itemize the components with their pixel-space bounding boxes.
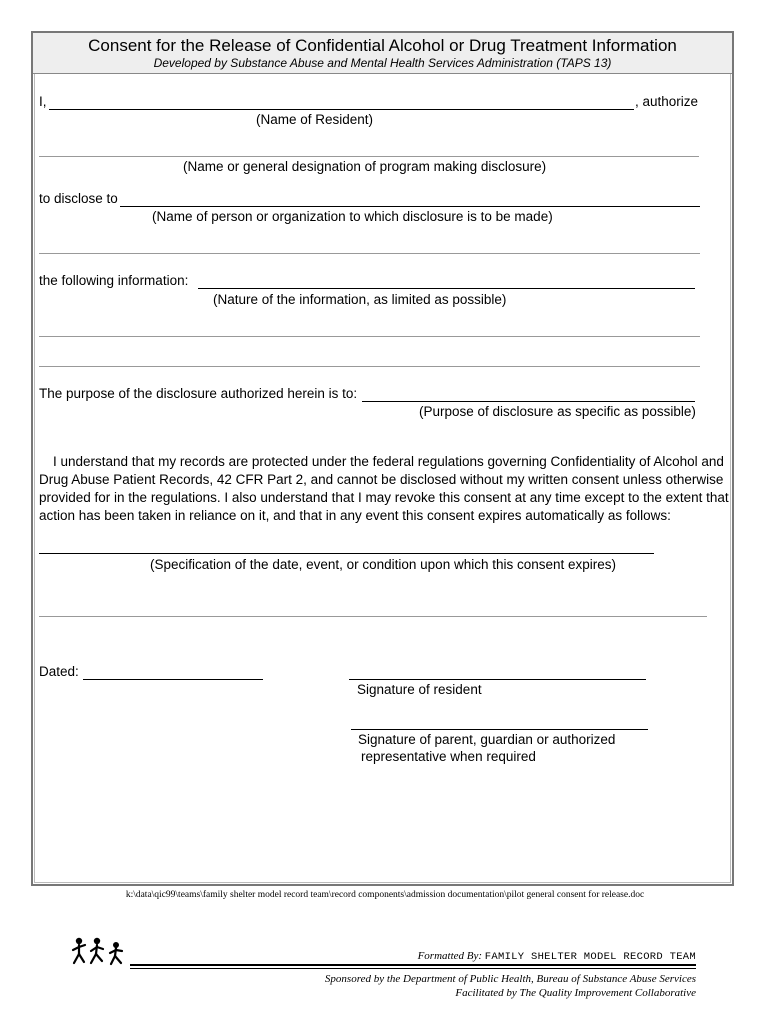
information-extra-field-2[interactable] — [39, 366, 700, 367]
expiry-extra-field[interactable] — [39, 616, 707, 617]
consent-paragraph: I understand that my records are protected under the federal regulations governing Confidentiality of Alcohol and Drug Abuse Patient Records, 42 CFR Part 2, and cannot be disclosed without my written consent unless otherwise provided for in the regulations. I also understand that I may revoke this consent at any time except to the extent that action has been taken in reliance on it, and that in any event this consent expires automatically as follows: — [39, 454, 729, 523]
information-extra-field-1[interactable] — [39, 336, 700, 337]
form-title: Consent for the Release of Confidential Alcohol or Drug Treatment Information — [88, 36, 677, 55]
resident-signature-field[interactable] — [349, 679, 646, 680]
program-caption: (Name or general designation of program making disclosure) — [183, 159, 547, 174]
guardian-signature-label-1: Signature of parent, guardian or authorized — [358, 732, 616, 747]
nature-caption: (Nature of the information, as limited as possible) — [213, 292, 507, 307]
footer-rule — [130, 964, 696, 966]
sponsored-line: Sponsored by the Department of Public Health, Bureau of Substance Abuse Services — [324, 973, 696, 985]
facilitated-line: Facilitated by The Quality Improvement Collaborative — [455, 987, 696, 999]
expiry-caption: (Specification of the date, event, or condition upon which this consent expires) — [150, 557, 617, 572]
footer-rule-thin — [130, 968, 696, 969]
i-label: I, — [39, 94, 47, 109]
information-field[interactable] — [198, 288, 695, 289]
purpose-label: The purpose of the disclosure authorized herein is to: — [39, 386, 358, 401]
recipient-caption: (Name of person or organization to which disclosure is to be made) — [152, 209, 553, 224]
formatted-by-team: FAMILY SHELTER MODEL RECORD TEAM — [484, 951, 696, 963]
following-info-label: the following information: — [39, 273, 189, 288]
guardian-signature-label-2: representative when required — [361, 749, 536, 764]
recipient-field[interactable] — [120, 206, 700, 207]
formatted-by — [418, 950, 696, 963]
sponsor-block — [325, 972, 696, 1000]
date-field[interactable] — [83, 679, 263, 680]
recipient-extra-field[interactable] — [39, 253, 700, 254]
purpose-field[interactable] — [362, 401, 695, 402]
dated-label: Dated: — [39, 664, 79, 679]
authorize-label: , authorize — [635, 94, 699, 109]
running-children-icon — [70, 936, 130, 968]
resident-caption: (Name of Resident) — [256, 112, 374, 127]
file-path: k:\data\qic99\teams\family shelter model record team\record components\admission documentation\pilot general consent for release.doc — [125, 890, 645, 900]
disclose-to-label: to disclose to — [39, 191, 118, 206]
purpose-caption: (Purpose of disclosure as specific as possible) — [419, 404, 696, 419]
program-name-field[interactable] — [39, 156, 699, 157]
form-subtitle: Developed by Substance Abuse and Mental Health Services Administration (TAPS 13) — [153, 56, 612, 70]
guardian-signature-field[interactable] — [351, 729, 648, 730]
formatted-by-label: Formatted By: — [417, 950, 483, 962]
resident-name-field[interactable] — [49, 109, 634, 110]
form-header — [33, 33, 732, 74]
resident-signature-label: Signature of resident — [357, 682, 482, 697]
expiry-field[interactable] — [39, 553, 654, 554]
